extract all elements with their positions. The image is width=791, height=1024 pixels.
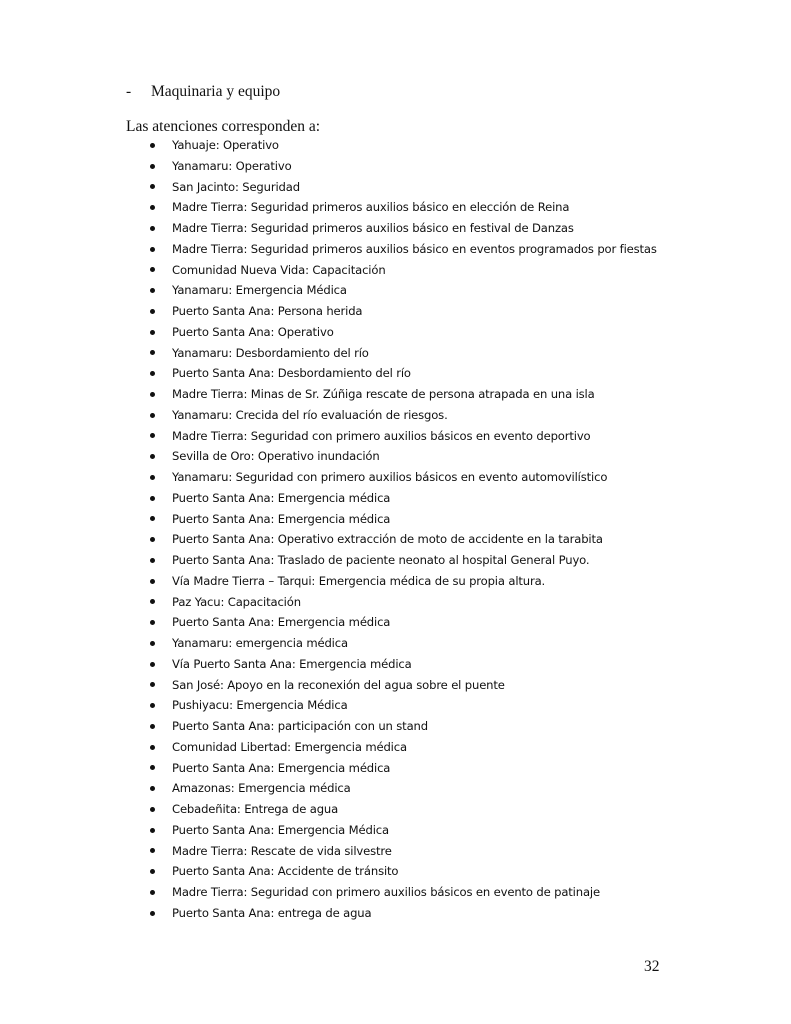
list-item	[150, 529, 657, 550]
list-item	[150, 363, 657, 384]
bullet-icon	[150, 309, 155, 314]
list-item	[150, 509, 657, 530]
list-item-text: Yanamaru: emergencia médica	[172, 636, 348, 650]
bullet-icon	[150, 371, 155, 376]
list-item	[150, 426, 657, 447]
bullet-icon	[150, 869, 155, 874]
list-item-text: Puerto Santa Ana: Emergencia Médica	[172, 822, 389, 837]
bullet-icon	[150, 703, 155, 708]
list-item	[150, 260, 657, 281]
bullet-icon	[150, 848, 155, 853]
list-item-text: Yanamaru: Operativo	[172, 158, 292, 173]
bullet-icon	[150, 205, 155, 210]
list-item-text: Madre Tierra: Seguridad con primero auxilios básicos en evento de patinaje	[172, 885, 600, 899]
list-item-text: Puerto Santa Ana: Accidente de tránsito	[172, 864, 399, 879]
list-item	[150, 156, 657, 177]
bullet-icon	[150, 516, 155, 521]
list-item	[150, 841, 657, 862]
list-item	[150, 820, 657, 841]
bullet-list	[150, 135, 657, 924]
list-item	[150, 861, 657, 882]
bullet-icon	[150, 247, 155, 252]
bullet-icon	[150, 537, 155, 542]
bullet-icon	[150, 662, 155, 667]
bullet-icon	[150, 682, 155, 687]
list-item-text: Puerto Santa Ana: Persona herida	[172, 304, 363, 318]
list-item	[150, 467, 657, 488]
list-item	[150, 135, 657, 156]
list-item-text: Cebadeñita: Entrega de agua	[172, 802, 339, 816]
bullet-icon	[150, 267, 155, 272]
bullet-icon	[150, 641, 155, 646]
list-item	[150, 758, 657, 779]
list-item-text: Puerto Santa Ana: participación con un stand	[172, 719, 428, 733]
list-item	[150, 675, 657, 696]
list-item	[150, 571, 657, 592]
list-item	[150, 488, 657, 509]
bullet-icon	[150, 828, 155, 833]
list-item	[150, 446, 657, 467]
bullet-icon	[150, 911, 155, 916]
bullet-icon	[150, 433, 155, 438]
list-item-text: Madre Tierra: Seguridad primeros auxilios básico en elección de Reina	[172, 200, 570, 215]
list-item	[150, 177, 657, 198]
list-item-text: Madre Tierra: Seguridad primeros auxilios básico en festival de Danzas	[172, 221, 574, 235]
list-item-text: Madre Tierra: Minas de Sr. Zúñiga rescate de persona atrapada en una isla	[172, 387, 595, 401]
list-item	[150, 550, 657, 571]
intro-paragraph: Las atenciones corresponden a:	[126, 118, 321, 135]
list-item-text: Puerto Santa Ana: Emergencia médica	[172, 490, 391, 505]
list-item-text: Sevilla de Oro: Operativo inundación	[172, 449, 380, 464]
list-item	[150, 218, 657, 239]
list-item-text: Puerto Santa Ana: entrega de agua	[172, 905, 372, 920]
bullet-icon	[150, 620, 155, 625]
list-item-text: Vía Madre Tierra – Tarqui: Emergencia médica de su propia altura.	[172, 573, 546, 588]
bullet-icon	[150, 724, 155, 729]
section-heading-line	[126, 82, 280, 102]
bullet-icon	[150, 454, 155, 459]
bullet-icon	[150, 890, 155, 895]
bullet-icon	[150, 143, 155, 148]
bullet-icon	[150, 184, 155, 189]
bullet-icon	[150, 226, 155, 231]
list-item-text: Yahuaje: Operativo	[172, 138, 279, 152]
bullet-icon	[150, 807, 155, 812]
list-item-text: Puerto Santa Ana: Emergencia médica	[172, 511, 391, 526]
list-item	[150, 592, 657, 613]
list-item-text: Comunidad Libertad: Emergencia médica	[172, 739, 407, 754]
list-item-text: Amazonas: Emergencia médica	[172, 781, 351, 796]
list-item-text: Comunidad Nueva Vida: Capacitación	[172, 262, 386, 277]
bullet-icon	[150, 330, 155, 335]
bullet-icon	[150, 350, 155, 355]
list-item	[150, 882, 657, 903]
list-item-text: Puerto Santa Ana: Desbordamiento del río	[172, 366, 411, 381]
list-item-text: Pushiyacu: Emergencia Médica	[172, 698, 348, 713]
bullet-icon	[150, 475, 155, 480]
list-item	[150, 239, 657, 260]
heading-dash: -	[126, 83, 132, 100]
list-item	[150, 612, 657, 633]
list-item-text: San José: Apoyo en la reconexión del agua sobre el puente	[172, 677, 505, 692]
page-number: 32	[644, 958, 660, 975]
list-item-text: Paz Yacu: Capacitación	[172, 594, 301, 609]
list-item	[150, 799, 657, 820]
bullet-icon	[150, 392, 155, 397]
list-item-text: Puerto Santa Ana: Operativo extracción de moto de accidente en la tarabita	[172, 532, 603, 547]
list-item	[150, 384, 657, 405]
list-item	[150, 322, 657, 343]
list-item-text: Puerto Santa Ana: Emergencia médica	[172, 615, 391, 630]
list-item-text: Puerto Santa Ana: Operativo	[172, 324, 334, 339]
list-item	[150, 405, 657, 426]
section-heading: Maquinaria y equipo	[151, 83, 281, 100]
list-item-text: Madre Tierra: Seguridad primeros auxilios básico en eventos programados por fiestas	[172, 241, 657, 256]
list-item	[150, 301, 657, 322]
bullet-icon	[150, 599, 155, 604]
list-item	[150, 778, 657, 799]
list-item-text: Puerto Santa Ana: Traslado de paciente neonato al hospital General Puyo.	[172, 553, 590, 567]
bullet-icon	[150, 288, 155, 293]
bullet-icon	[150, 496, 155, 501]
list-item	[150, 903, 657, 924]
list-item	[150, 737, 657, 758]
bullet-icon	[150, 164, 155, 169]
list-item-text: Yanamaru: Emergencia Médica	[172, 283, 347, 298]
list-item-text: Yanamaru: Seguridad con primero auxilios básicos en evento automovilístico	[172, 470, 608, 484]
bullet-icon	[150, 558, 155, 563]
list-item	[150, 633, 657, 654]
bullet-icon	[150, 765, 155, 770]
list-item	[150, 197, 657, 218]
list-item-text: Vía Puerto Santa Ana: Emergencia médica	[172, 656, 412, 671]
bullet-icon	[150, 786, 155, 791]
list-item	[150, 695, 657, 716]
bullet-icon	[150, 579, 155, 584]
list-item-text: Yanamaru: Desbordamiento del río	[172, 345, 369, 360]
list-item-text: Yanamaru: Crecida del río evaluación de riesgos.	[172, 407, 448, 422]
list-item	[150, 716, 657, 737]
list-item	[150, 654, 657, 675]
list-item	[150, 343, 657, 364]
bullet-icon	[150, 413, 155, 418]
list-item-text: Puerto Santa Ana: Emergencia médica	[172, 760, 391, 775]
list-item	[150, 280, 657, 301]
list-item-text: Madre Tierra: Seguridad con primero auxilios básicos en evento deportivo	[172, 428, 591, 443]
list-item-text: San Jacinto: Seguridad	[172, 179, 300, 194]
list-item-text: Madre Tierra: Rescate de vida silvestre	[172, 843, 392, 858]
bullet-icon	[150, 745, 155, 750]
